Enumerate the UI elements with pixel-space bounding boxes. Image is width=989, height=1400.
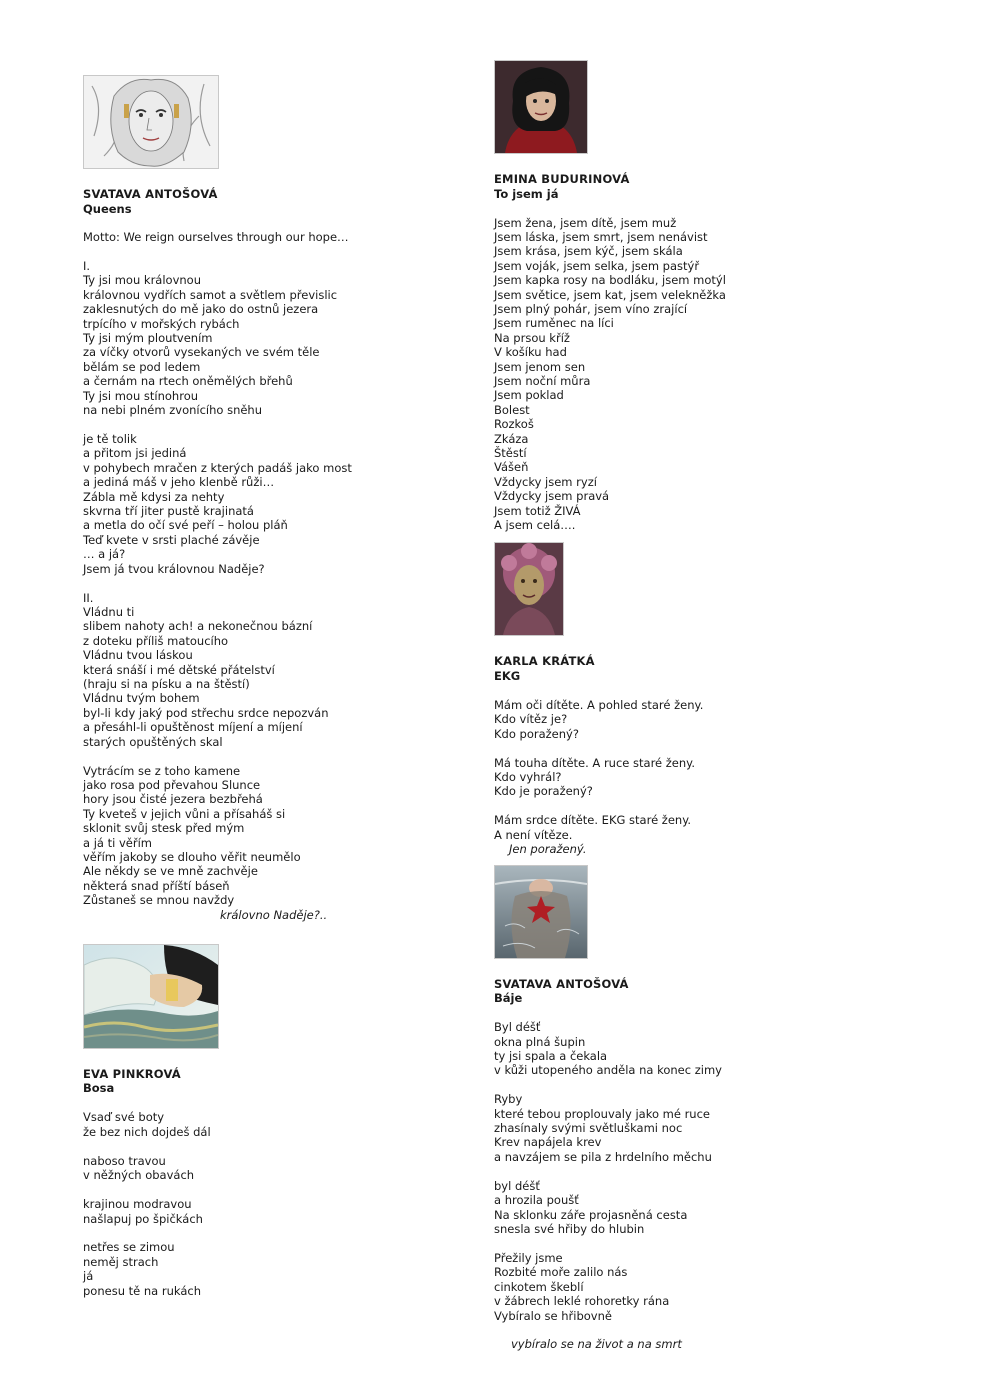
- poem-line: zhasínaly svými světluškami noc: [494, 1121, 683, 1136]
- poem-line: Jsem ruměnec na líci: [494, 316, 614, 331]
- poem-line: Jsem já tvou královnou Naděje?: [83, 561, 265, 576]
- karla-title: EKG: [494, 668, 521, 683]
- poem-line: Na prsou kříž: [494, 330, 570, 345]
- poem-line: Vsaď své boty: [83, 1110, 165, 1125]
- queens-stanza-2: [83, 432, 503, 576]
- bosa-stanza-1: [83, 1110, 503, 1139]
- poem-line: Rozkoš: [494, 417, 534, 432]
- poem-line: cinkotem škeblí: [494, 1279, 584, 1294]
- poem-line: Byl déšť: [494, 1020, 541, 1035]
- emina-author: EMINA BUDURINOVÁ: [494, 172, 630, 186]
- baje-author: SVATAVA ANTOŠOVÁ: [494, 976, 629, 991]
- poem-line: ponesu tě na rukách: [83, 1283, 201, 1298]
- poem-line: Kdo vítěz je?: [494, 712, 568, 727]
- poem-line: Ale někdy se ve mně zachvěje: [83, 864, 258, 879]
- poem-line: Vládnu ti: [83, 604, 135, 619]
- karla-author: KARLA KRÁTKÁ: [494, 654, 595, 669]
- poem-line: snesla své hřiby do hlubin: [494, 1221, 645, 1236]
- poem-line: Mám srdce dítěte. EKG staré ženy.: [494, 813, 692, 828]
- poem-line: … a já?: [83, 547, 126, 562]
- baje-stanza-3: [494, 1179, 914, 1237]
- poem-line: Jsem žena, jsem dítě, jsem muž: [494, 215, 677, 230]
- poem-line: která snáší i mé dětské přátelství: [83, 662, 275, 677]
- karla-stanza-3: [494, 813, 914, 842]
- poem-line: a jediná máš v jeho klenbě růži…: [83, 475, 275, 490]
- poem-line: netřes se zimou: [83, 1240, 175, 1255]
- poem-line: Jsem láska, jsem smrt, jsem nenávist: [494, 229, 708, 244]
- left-column: [83, 75, 503, 1298]
- bosa-author: EVA PINKROVÁ: [83, 1066, 181, 1081]
- queens-author: SVATAVA ANTOŠOVÁ: [83, 187, 218, 201]
- poem-line: Kdo vyhrál?: [494, 770, 562, 785]
- poem-line: některá snad příští báseň: [83, 878, 230, 893]
- karla-stanza-2: [494, 756, 914, 799]
- poem-line: a přitom jsi jediná: [83, 446, 187, 461]
- poem-line: Ty kveteš v jejich vůni a přísaháš si: [83, 806, 286, 821]
- poem-line: Ty jsi mým ploutvením: [83, 331, 213, 346]
- poem-line: Kdo je poražený?: [494, 784, 593, 799]
- baje-stanza-2: [494, 1092, 914, 1164]
- poem-line: věřím jakoby se dlouho věřit neumělo: [83, 849, 301, 864]
- poem-line: Zábla mě kdysi za nehty: [83, 489, 225, 504]
- poem-line: starých opuštěných skal: [83, 734, 223, 749]
- baje-stanza-4: [494, 1251, 914, 1323]
- poem-line: z doteku příliš matoucího: [83, 633, 229, 648]
- bosa-title: Bosa: [83, 1081, 115, 1096]
- emina-photo-image: [494, 60, 588, 154]
- poem-line: Vytrácím se z toho kamene: [83, 763, 241, 778]
- poem-line: Vždycky jsem pravá: [494, 489, 610, 504]
- poem-line: naboso travou: [83, 1153, 166, 1168]
- poem-line: Jsem světice, jsem kat, jsem velekněžka: [494, 287, 726, 302]
- poem-line: Rozbité moře zalilo nás: [494, 1265, 628, 1280]
- poem-line: jako rosa pod převahou Slunce: [83, 777, 261, 792]
- poem-line: Krev napájela krev: [494, 1135, 602, 1150]
- poem-line: Přežily jsme: [494, 1250, 563, 1265]
- right-column: [494, 60, 914, 1351]
- poem-line: Jsem jenom sen: [494, 359, 586, 374]
- poem-line: Jsem krása, jsem kýč, jsem skála: [494, 244, 683, 259]
- poem-line: a černám na rtech oněmělých břehů: [83, 374, 293, 389]
- poem-line: a já ti věřím: [83, 835, 152, 850]
- poem-line: Má touha dítěte. A ruce staré ženy.: [494, 755, 695, 770]
- bosa-stanza-3: [83, 1197, 503, 1226]
- poem-line: byl déšť: [494, 1178, 540, 1193]
- poem-line: Štěstí: [494, 446, 527, 460]
- poem-line: v žábrech leklé rohoretky rána: [494, 1294, 670, 1309]
- poem-line: bělám se pod ledem: [83, 359, 201, 374]
- karla-signature: Jen poražený.: [509, 842, 587, 857]
- poem-line: ty jsi spala a čekala: [494, 1048, 608, 1063]
- poem-line: Zůstaneš se mnou navždy: [83, 893, 235, 908]
- baje-title: Báje: [494, 991, 523, 1006]
- poem-line: za víčky otvorů vysekaných ve svém těle: [83, 345, 320, 360]
- poem-line: Vládnu tvým bohem: [83, 691, 200, 706]
- poem-line: hory jsou čisté jezera bezbřehá: [83, 792, 263, 807]
- poem-line: Na sklonku záře projasněná cesta: [494, 1207, 688, 1222]
- karla-painting-image: [494, 542, 564, 636]
- poem-line: na nebi plném zvonícího sněhu: [83, 403, 263, 418]
- baje-signature: vybíralo se na život a na smrt: [511, 1336, 682, 1351]
- poem-line: Ryby: [494, 1092, 523, 1107]
- queens-signature: královno Naděje?..: [220, 907, 328, 922]
- poem-line: zaklesnutých do mě jako do ostnů jezera: [83, 302, 319, 317]
- poem-line: a přesáhl-li opuštěnost míjení a míjení: [83, 720, 303, 735]
- poem-line: sklonit svůj stesk před mým: [83, 821, 245, 836]
- poem-line: že bez nich dojdeš dál: [83, 1124, 211, 1139]
- baje-stanza-1: [494, 1020, 914, 1078]
- poem-line: v kůži utopeného anděla na konec zimy: [494, 1063, 722, 1078]
- poem-line: okna plná šupin: [494, 1034, 586, 1049]
- poem-line: a navzájem se pila z hrdelního měchu: [494, 1149, 712, 1164]
- poem-line: trpícího v mořských rybách: [83, 316, 240, 331]
- queens-portrait-image: [83, 75, 219, 169]
- poem-line: A jsem celá….: [494, 518, 576, 533]
- bosa-stanza-4: [83, 1240, 503, 1298]
- poem-line: našlapuj po špičkách: [83, 1211, 203, 1226]
- poem-line: Jsem plný pohár, jsem víno zrající: [494, 301, 688, 316]
- karla-stanza-1: [494, 698, 914, 741]
- queens-motto: Motto: We reign ourselves through our hope…: [83, 230, 349, 244]
- baje-painting-image: [494, 865, 588, 959]
- poem-line: Mám oči dítěte. A pohled staré ženy.: [494, 697, 704, 712]
- poem-line: Vášeň: [494, 460, 529, 475]
- bosa-painting-image: [83, 944, 219, 1049]
- emina-title: To jsem já: [494, 186, 559, 201]
- poem-line: Zkáza: [494, 431, 529, 446]
- poem-line: já: [83, 1269, 94, 1284]
- poem-line: byl-li kdy jaký pod střechu srdce nepozván: [83, 705, 329, 720]
- poem-line: II.: [83, 590, 94, 605]
- poem-line: A není vítěze.: [494, 827, 573, 842]
- poem-line: Ty jsi mou královnou: [83, 273, 201, 288]
- poem-line: Jsem voják, jsem selka, jsem pastýř: [494, 258, 700, 273]
- bosa-stanza-2: [83, 1154, 503, 1183]
- poem-line: skvrna tří jiter pustě krajinatá: [83, 504, 254, 518]
- poem-line: V košíku had: [494, 345, 567, 360]
- queens-stanza-1: [83, 259, 503, 417]
- queens-title: Queens: [83, 201, 132, 216]
- poem-line: Jsem poklad: [494, 388, 564, 403]
- poem-line: (hraju si na písku a na štěstí): [83, 676, 250, 691]
- poem-line: Vládnu tvou láskou: [83, 648, 193, 663]
- poem-line: Jsem totiž ŽIVÁ: [494, 503, 581, 518]
- poem-line: které tebou proplouvaly jako mé ruce: [494, 1106, 710, 1121]
- queens-stanza-4: [83, 764, 503, 908]
- poem-line: Ty jsi mou stínohrou: [83, 388, 199, 403]
- poem-line: a metla do očí své peří – holou pláň: [83, 518, 288, 533]
- poem-line: v něžných obavách: [83, 1168, 195, 1183]
- emina-stanza-1: [494, 216, 914, 533]
- poem-line: krajinou modravou: [83, 1197, 192, 1212]
- poem-line: I.: [83, 259, 91, 273]
- poem-line: Teď kvete v srsti plaché závěje: [83, 532, 260, 547]
- poem-line: královnou vydřích samot a světlem převislic: [83, 287, 338, 302]
- queens-stanza-3: [83, 591, 503, 749]
- poem-line: Vždycky jsem ryzí: [494, 474, 597, 489]
- poem-line: je tě tolik: [83, 431, 137, 446]
- poem-line: Bolest: [494, 402, 530, 417]
- poem-line: slibem nahoty ach! a nekonečnou bázní: [83, 619, 313, 634]
- poem-line: Vybíralo se hřibovně: [494, 1308, 612, 1323]
- poem-line: a hrozila poušť: [494, 1193, 579, 1208]
- poem-line: v pohybech mračen z kterých padáš jako most: [83, 460, 352, 475]
- poem-line: Kdo poražený?: [494, 726, 579, 741]
- poem-line: Jsem noční můra: [494, 373, 591, 388]
- poem-line: neměj strach: [83, 1254, 159, 1269]
- poem-line: Jsem kapka rosy na bodláku, jsem motýl: [494, 273, 726, 288]
